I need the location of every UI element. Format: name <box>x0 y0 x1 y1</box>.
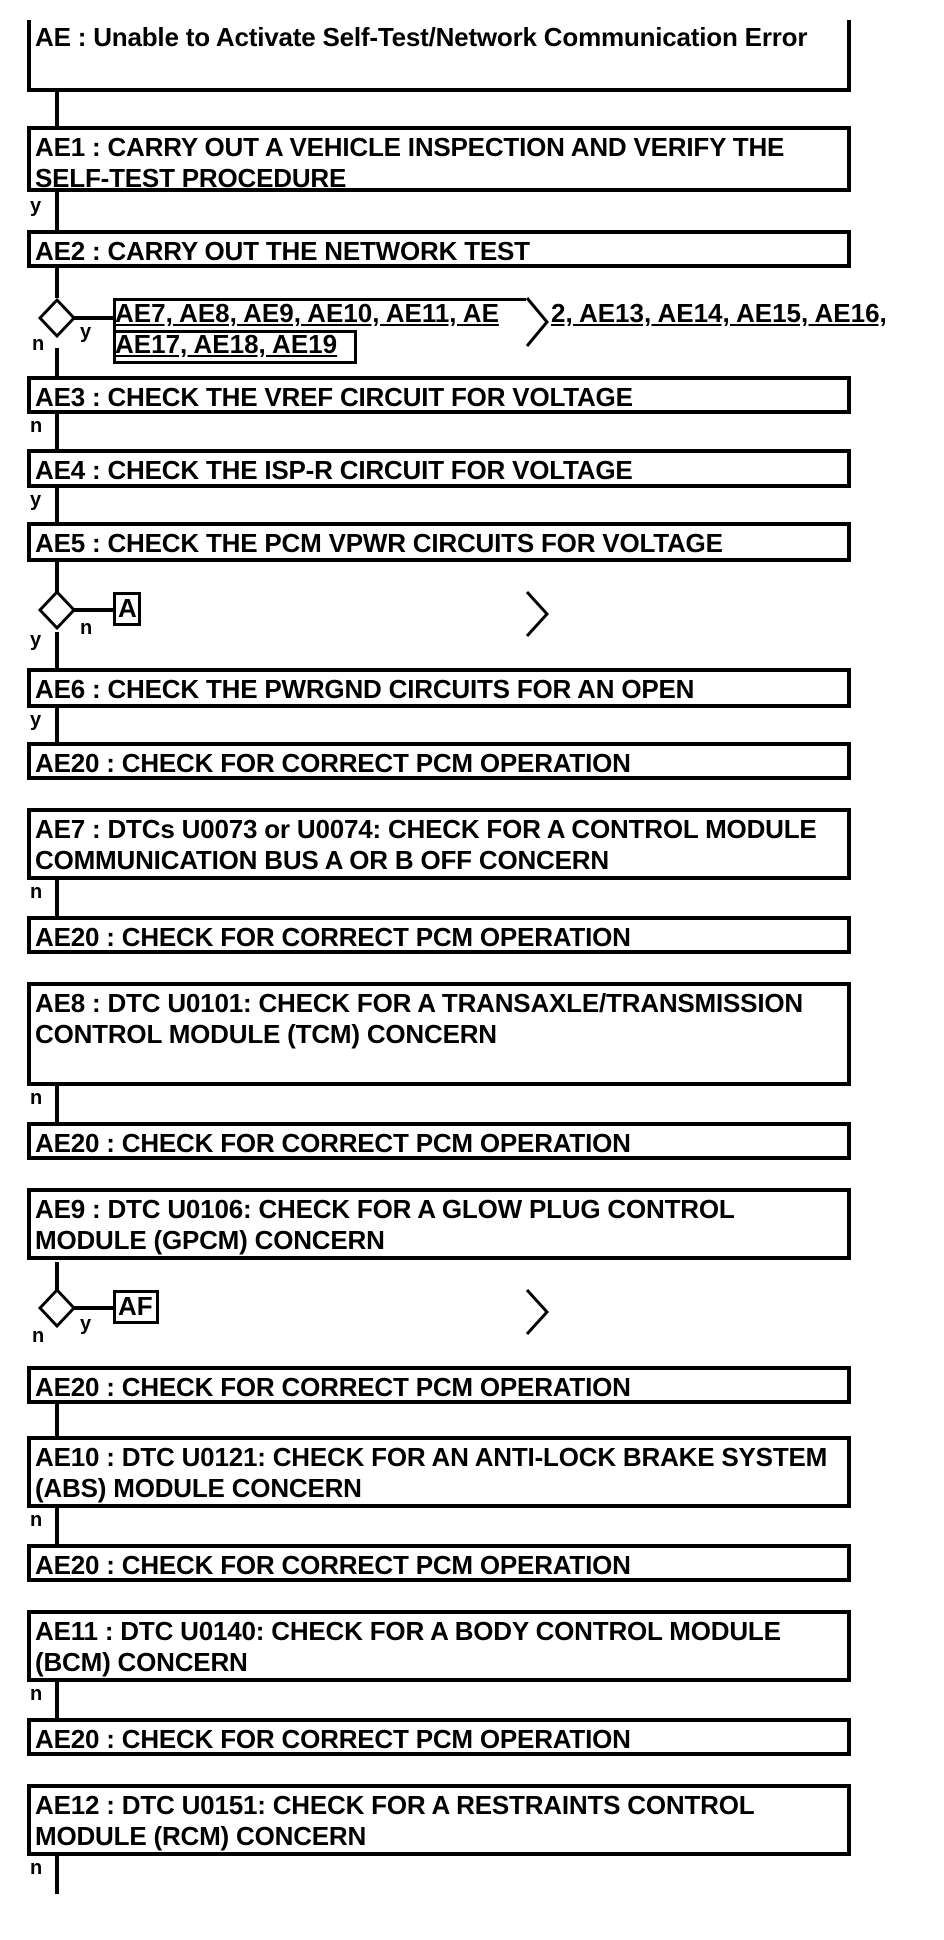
step-ae1 <box>27 126 851 192</box>
step-ae8 <box>27 982 851 1086</box>
step-ae20-6-text: AE20 : CHECK FOR CORRECT PCM OPERATION <box>35 1724 631 1754</box>
step-ae20-5-text: AE20 : CHECK FOR CORRECT PCM OPERATION <box>35 1550 631 1580</box>
step-ae10-text: AE10 : DTC U0121: CHECK FOR AN ANTI-LOCK BRAKE SYSTEM (ABS) MODULE CONCERN <box>35 1442 828 1503</box>
step-ae4 <box>27 449 851 488</box>
step-ae9-text: AE9 : DTC U0106: CHECK FOR A GLOW PLUG CONTROL MODULE (GPCM) CONCERN <box>35 1194 735 1255</box>
label-y-ae4: y <box>30 489 42 511</box>
step-ae12 <box>27 1784 851 1856</box>
step-ae20-6 <box>27 1718 851 1756</box>
label-n-ae2: n <box>32 333 45 355</box>
title-box <box>27 20 851 92</box>
dtc-branch-line2: AE17, AE18, AE19 <box>115 329 338 359</box>
dtc-branch-line1b: 2, AE13, AE14, AE15, AE16, <box>551 298 887 328</box>
step-ae7-text: AE7 : DTCs U0073 or U0074: CHECK FOR A CONTROL MODULE COMMUNICATION BUS A OR B OFF CONCERN <box>35 814 817 875</box>
step-ae6-text: AE6 : CHECK THE PWRGND CIRCUITS FOR AN OPEN <box>35 674 695 704</box>
label-y-ae1: y <box>30 195 42 217</box>
label-y-ae5: y <box>30 629 42 651</box>
step-ae5 <box>27 522 851 562</box>
step-ae20-4-text: AE20 : CHECK FOR CORRECT PCM OPERATION <box>35 1372 631 1402</box>
step-ae1-text: AE1 : CARRY OUT A VEHICLE INSPECTION AND VERIFY THE SELF-TEST PROCEDURE <box>35 132 785 193</box>
step-ae11-text: AE11 : DTC U0140: CHECK FOR A BODY CONTROL MODULE (BCM) CONCERN <box>35 1616 781 1677</box>
label-y-ae2: y <box>80 321 92 343</box>
label-n-ae9: n <box>32 1325 45 1347</box>
step-ae10 <box>27 1436 851 1508</box>
title-text: AE : Unable to Activate Self-Test/Network Communication Error <box>35 22 808 52</box>
step-ae20-1-text: AE20 : CHECK FOR CORRECT PCM OPERATION <box>35 748 631 778</box>
step-ae3-text: AE3 : CHECK THE VREF CIRCUIT FOR VOLTAGE <box>35 382 633 412</box>
step-ae20-3-text: AE20 : CHECK FOR CORRECT PCM OPERATION <box>35 1128 631 1158</box>
dtc-branch-line1a: AE7, AE8, AE9, AE10, AE11, AE <box>115 298 499 328</box>
ref-af-text: AF <box>118 1291 153 1321</box>
step-ae5-text: AE5 : CHECK THE PCM VPWR CIRCUITS FOR VOLTAGE <box>35 528 723 558</box>
label-n-ae8: n <box>30 1087 43 1109</box>
step-ae20-2-text: AE20 : CHECK FOR CORRECT PCM OPERATION <box>35 922 631 952</box>
step-ae20-1 <box>27 742 851 780</box>
step-ae4-text: AE4 : CHECK THE ISP-R CIRCUIT FOR VOLTAGE <box>35 455 633 485</box>
step-ae7 <box>27 808 851 880</box>
label-y-ae6: y <box>30 709 42 731</box>
step-ae20-2 <box>27 916 851 954</box>
step-ae3 <box>27 376 851 414</box>
step-ae2-text: AE2 : CARRY OUT THE NETWORK TEST <box>35 236 530 266</box>
step-ae2 <box>27 230 851 268</box>
label-n-ae7: n <box>30 881 43 903</box>
step-ae9 <box>27 1188 851 1260</box>
decision-diamond-ae2 <box>40 300 74 336</box>
decision-diamond-ae9 <box>40 1290 74 1326</box>
ref-a-text: A <box>118 593 137 623</box>
label-n-ae3: n <box>30 415 43 437</box>
step-ae12-text: AE12 : DTC U0151: CHECK FOR A RESTRAINTS CONTROL MODULE (RCM) CONCERN <box>35 1790 754 1851</box>
step-ae20-4 <box>27 1366 851 1404</box>
step-ae20-5 <box>27 1544 851 1582</box>
decision-diamond-ae5 <box>40 592 74 628</box>
step-ae6 <box>27 668 851 708</box>
label-y-ae9: y <box>80 1313 92 1335</box>
label-n-ae12: n <box>30 1857 43 1879</box>
label-n-ae10: n <box>30 1509 43 1531</box>
label-n-ae11: n <box>30 1683 43 1705</box>
step-ae8-text: AE8 : DTC U0101: CHECK FOR A TRANSAXLE/TRANSMISSION CONTROL MODULE (TCM) CONCERN <box>35 988 803 1049</box>
step-ae11 <box>27 1610 851 1682</box>
ref-box-af[interactable] <box>113 1290 159 1324</box>
ref-box-a[interactable] <box>113 592 141 626</box>
step-ae20-3 <box>27 1122 851 1160</box>
label-n-ae5: n <box>80 617 93 639</box>
